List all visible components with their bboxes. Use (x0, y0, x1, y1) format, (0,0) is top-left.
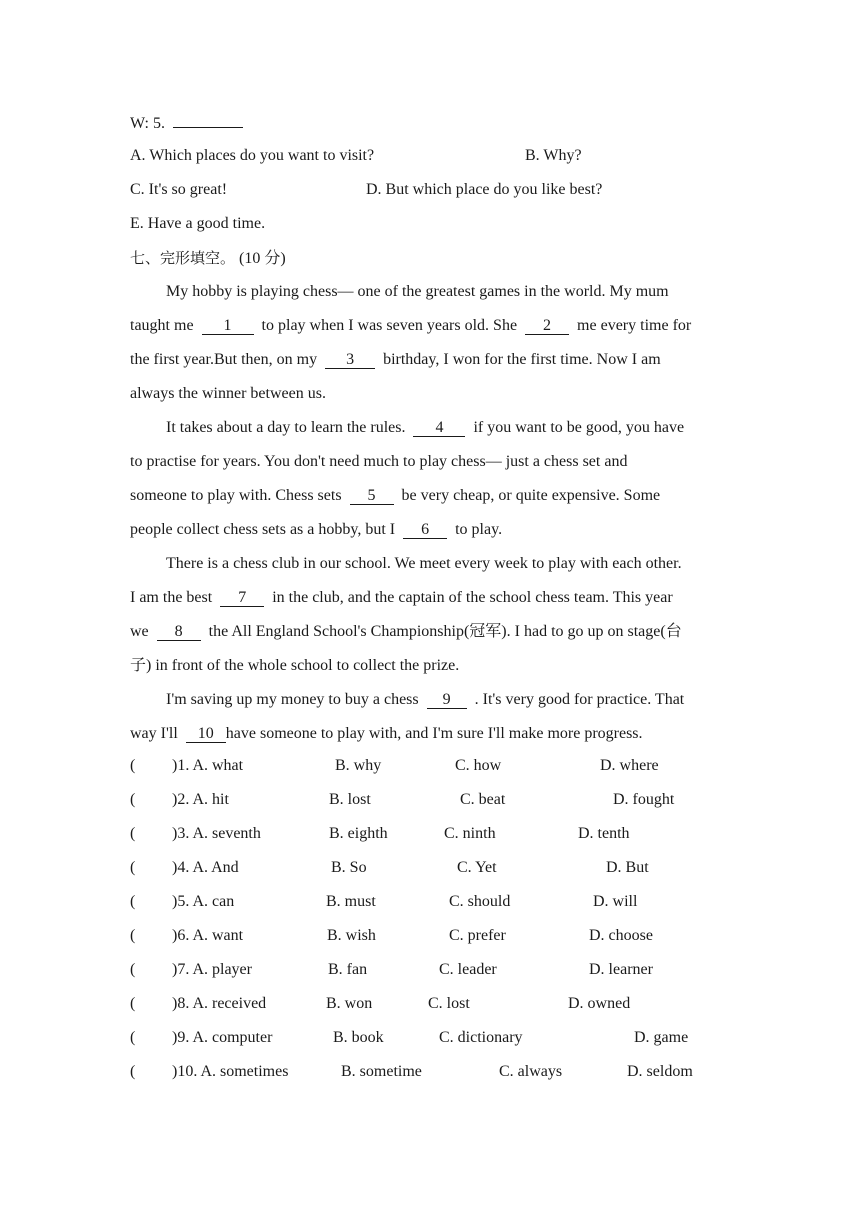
passage-p1-line1: My hobby is playing chess— one of the greatest games in the world. My mum (166, 283, 669, 300)
question-option-c[interactable]: C. Yet (457, 859, 497, 876)
question-option-b[interactable]: B. fan (328, 961, 368, 978)
answer-paren[interactable]: ( (130, 757, 136, 774)
question-option-c[interactable]: C. ninth (444, 825, 496, 842)
text-run: way I'll (130, 725, 178, 742)
section-score: (10 分) (239, 250, 286, 267)
w5-prefix: W: 5. (130, 115, 165, 132)
question-option-a[interactable]: )7. A. player (172, 961, 252, 978)
dialogue-option-c: C. It's so great! (130, 181, 228, 198)
question-option-b[interactable]: B. lost (329, 791, 371, 808)
text-run: have someone to play with, and I'm sure I'll make more progress. (225, 725, 643, 742)
passage-p3-line3 (130, 622, 682, 642)
section-title: 七、完形填空。 (130, 249, 236, 267)
question-option-c[interactable]: C. dictionary (439, 1029, 523, 1046)
section-heading (130, 248, 286, 269)
question-option-b[interactable]: B. eighth (329, 825, 388, 842)
text-run: taught me (130, 317, 194, 334)
text-run: I'm saving up my money to buy a chess (166, 691, 419, 708)
answer-paren[interactable]: ( (130, 825, 136, 842)
question-option-b[interactable]: B. why (335, 757, 382, 774)
question-option-d[interactable]: D. game (634, 1029, 689, 1046)
passage-p1-line4: always the winner between us. (130, 385, 326, 402)
cloze-blank-3[interactable]: 3 (325, 351, 375, 369)
cloze-blank-4[interactable]: 4 (413, 419, 465, 437)
question-option-d[interactable]: D. will (593, 893, 638, 910)
text-run: someone to play with. Chess sets (130, 487, 342, 504)
passage-p3-line2 (130, 588, 673, 608)
cloze-blank-5[interactable]: 5 (350, 487, 394, 505)
passage-p3-line4: 子) in front of the whole school to collect the prize. (130, 657, 460, 674)
question-option-b[interactable]: B. must (326, 893, 376, 910)
passage-p4-line1 (166, 690, 684, 710)
question-option-d[interactable]: D. But (606, 859, 649, 876)
dialogue-option-e: E. Have a good time. (130, 215, 266, 232)
question-option-a[interactable]: )6. A. want (172, 927, 244, 944)
text-run: to play. (455, 521, 503, 538)
question-option-c[interactable]: C. leader (439, 961, 497, 978)
question-option-b[interactable]: B. won (326, 995, 373, 1012)
question-option-c[interactable]: C. always (499, 1063, 563, 1080)
question-option-d[interactable]: D. owned (568, 995, 631, 1012)
cloze-blank-2[interactable]: 2 (525, 317, 569, 335)
passage-p2-line1 (166, 418, 684, 438)
question-option-d[interactable]: D. where (600, 757, 659, 774)
question-row (130, 892, 135, 912)
answer-paren[interactable]: ( (130, 927, 136, 944)
question-row (130, 1028, 135, 1048)
dialogue-option-a: A. Which places do you want to visit? (130, 147, 375, 164)
w5-answer-blank[interactable] (173, 127, 243, 128)
answer-paren[interactable]: ( (130, 995, 136, 1012)
text-run: birthday, I won for the first time. Now I am (383, 351, 661, 368)
passage-p4-line2 (130, 724, 643, 744)
question-option-a[interactable]: )3. A. seventh (172, 825, 261, 842)
passage-p2-line2: to practise for years. You don't need much to play chess— just a chess set and (130, 453, 628, 470)
text-run: be very cheap, or quite expensive. Some (401, 487, 661, 504)
question-option-a[interactable]: )10. A. sometimes (172, 1063, 289, 1080)
text-run: if you want to be good, you have (473, 419, 685, 436)
question-row (130, 824, 135, 844)
question-row (130, 1062, 135, 1082)
cloze-blank-8[interactable]: 8 (157, 623, 201, 641)
question-option-a[interactable]: )2. A. hit (172, 791, 229, 808)
passage-p1-line2 (130, 316, 691, 336)
passage-p2-line4 (130, 520, 502, 540)
question-option-d[interactable]: D. learner (589, 961, 653, 978)
question-row (130, 756, 135, 776)
answer-paren[interactable]: ( (130, 961, 136, 978)
question-row (130, 790, 135, 810)
question-row (130, 926, 135, 946)
answer-paren[interactable]: ( (130, 893, 136, 910)
text-run: to play when I was seven years old. She (261, 317, 518, 334)
text-run: the first year.But then, on my (130, 351, 318, 368)
question-row (130, 858, 135, 878)
question-option-a[interactable]: )9. A. computer (172, 1029, 273, 1046)
question-option-d[interactable]: D. seldom (627, 1063, 693, 1080)
question-option-d[interactable]: D. tenth (578, 825, 630, 842)
dialogue-line-w5 (130, 114, 243, 134)
question-option-c[interactable]: C. beat (460, 791, 506, 808)
question-option-b[interactable]: B. sometime (341, 1063, 422, 1080)
answer-paren[interactable]: ( (130, 1029, 136, 1046)
question-option-a[interactable]: )8. A. received (172, 995, 267, 1012)
text-run: in the club, and the captain of the school chess team. This year (272, 589, 673, 606)
passage-p1-line3 (130, 350, 661, 370)
cloze-blank-6[interactable]: 6 (403, 521, 447, 539)
text-run: me every time for (577, 317, 692, 334)
question-option-c[interactable]: C. prefer (449, 927, 506, 944)
dialogue-option-b: B. Why? (525, 147, 582, 164)
cloze-blank-10[interactable]: 10 (186, 725, 226, 743)
question-option-c[interactable]: C. should (449, 893, 511, 910)
question-row (130, 994, 135, 1014)
question-option-a[interactable]: )5. A. can (172, 893, 235, 910)
question-option-d[interactable]: D. choose (589, 927, 653, 944)
text-run: It takes about a day to learn the rules. (166, 419, 406, 436)
question-option-b[interactable]: B. wish (327, 927, 376, 944)
text-run: the All England School's Championship(冠军). I had to go up on stage(台 (208, 623, 682, 640)
dialogue-option-d: D. But which place do you like best? (366, 181, 603, 198)
passage-p2-line3 (130, 486, 660, 506)
answer-paren[interactable]: ( (130, 859, 136, 876)
question-row (130, 960, 135, 980)
passage-p3-line1: There is a chess club in our school. We meet every week to play with each other. (166, 555, 682, 572)
question-option-a[interactable]: )1. A. what (172, 757, 244, 774)
question-option-b[interactable]: B. So (331, 859, 367, 876)
question-option-c[interactable]: C. how (455, 757, 502, 774)
answer-paren[interactable]: ( (130, 791, 136, 808)
text-run: . It's very good for practice. That (474, 691, 685, 708)
cloze-blank-1[interactable]: 1 (202, 317, 254, 335)
question-option-b[interactable]: B. book (333, 1029, 384, 1046)
text-run: I am the best (130, 589, 213, 606)
text-run: people collect chess sets as a hobby, but I (130, 521, 396, 538)
question-option-a[interactable]: )4. A. And (172, 859, 239, 876)
question-option-d[interactable]: D. fought (613, 791, 675, 808)
answer-paren[interactable]: ( (130, 1063, 136, 1080)
question-option-c[interactable]: C. lost (428, 995, 470, 1012)
text-run: we (130, 623, 149, 640)
cloze-blank-7[interactable]: 7 (220, 589, 264, 607)
cloze-blank-9[interactable]: 9 (427, 691, 467, 709)
